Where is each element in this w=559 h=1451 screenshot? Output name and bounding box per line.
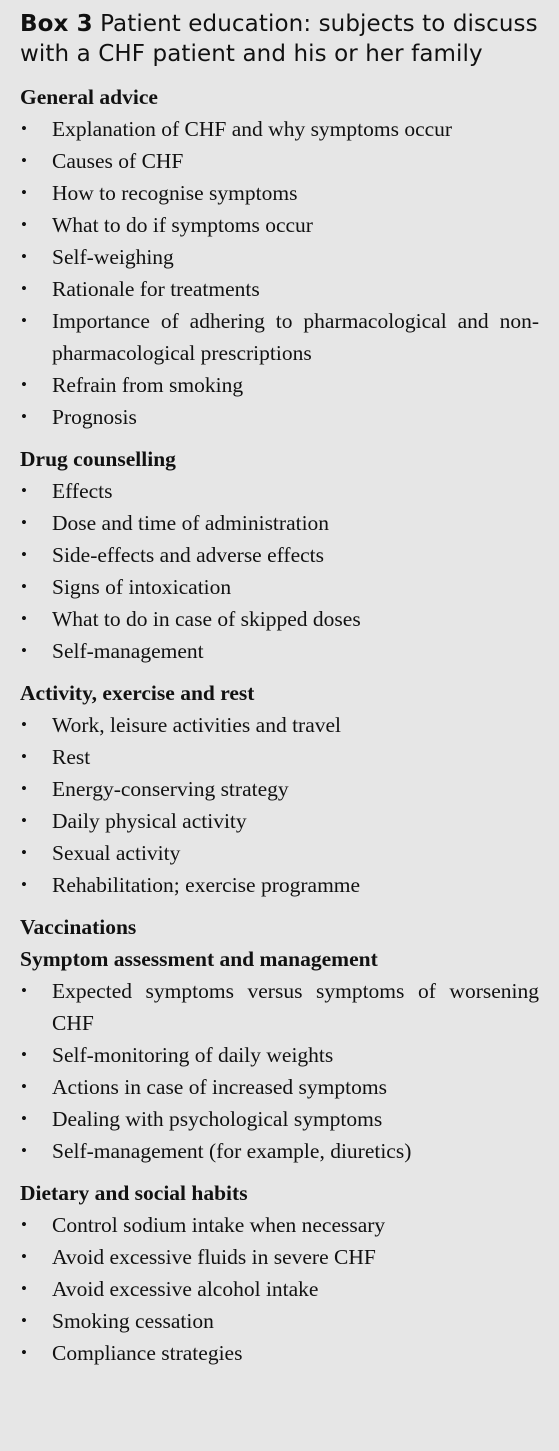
bullet-icon: • — [21, 151, 27, 170]
bullet-icon: • — [21, 1279, 27, 1298]
list-item — [20, 1273, 539, 1305]
list-item — [20, 837, 539, 869]
list-item — [20, 401, 539, 433]
list-item-text: Effects — [52, 479, 113, 503]
list-item-text: Actions in case of increased symptoms — [52, 1075, 387, 1099]
section-heading: Activity, exercise and rest — [20, 681, 255, 705]
list-item-text: Self-monitoring of daily weights — [52, 1043, 334, 1067]
list-item — [20, 369, 539, 401]
box-title-text: Patient education: subjects to discuss with a CHF patient and his or her family — [20, 11, 538, 67]
bullet-icon: • — [21, 513, 27, 532]
bullet-list — [20, 475, 539, 667]
bullet-icon: • — [21, 1247, 27, 1266]
bullet-icon: • — [21, 981, 27, 1000]
list-item-text: Sexual activity — [52, 841, 181, 865]
list-item — [20, 1209, 539, 1241]
list-item-text: Self-management (for example, diuretics) — [52, 1139, 412, 1163]
bullet-icon: • — [21, 641, 27, 660]
bullet-icon: • — [21, 1343, 27, 1362]
list-item-text: Self-weighing — [52, 245, 174, 269]
list-item-text: Importance of adhering to pharmacological and non-pharmacological prescriptions — [52, 309, 539, 365]
list-item-text: Explanation of CHF and why symptoms occur — [52, 117, 453, 141]
bullet-icon: • — [21, 407, 27, 426]
bullet-icon: • — [21, 609, 27, 628]
list-item — [20, 507, 539, 539]
bullet-icon: • — [21, 279, 27, 298]
list-item — [20, 869, 539, 901]
bullet-icon: • — [21, 843, 27, 862]
bullet-icon: • — [21, 545, 27, 564]
bullet-icon: • — [21, 811, 27, 830]
list-item — [20, 177, 539, 209]
list-item-text: Energy-conserving strategy — [52, 777, 289, 801]
list-item-text: What to do if symptoms occur — [52, 213, 313, 237]
list-item-text: Causes of CHF — [52, 149, 184, 173]
bullet-icon: • — [21, 577, 27, 596]
list-item — [20, 273, 539, 305]
list-item — [20, 805, 539, 837]
list-item-text: Refrain from smoking — [52, 373, 244, 397]
bullet-list — [20, 709, 539, 901]
bullet-icon: • — [21, 779, 27, 798]
list-item — [20, 773, 539, 805]
bullet-icon: • — [21, 1215, 27, 1234]
bullet-list — [20, 1209, 539, 1369]
list-item — [20, 475, 539, 507]
list-item — [20, 1039, 539, 1071]
list-item — [20, 1071, 539, 1103]
list-item-text: Signs of intoxication — [52, 575, 232, 599]
bullet-icon: • — [21, 247, 27, 266]
section — [20, 81, 539, 433]
list-item-text: Avoid excessive alcohol intake — [52, 1277, 319, 1301]
list-item — [20, 975, 539, 1039]
list-item — [20, 539, 539, 571]
list-item-text: Avoid excessive fluids in severe CHF — [52, 1245, 376, 1269]
list-item-text: Work, leisure activities and travel — [52, 713, 342, 737]
list-item-text: Dealing with psychological symptoms — [52, 1107, 383, 1131]
list-item-text: Prognosis — [52, 405, 137, 429]
bullet-list — [20, 975, 539, 1167]
list-item-text: Self-management — [52, 639, 204, 663]
section-heading: Dietary and social habits — [20, 1181, 248, 1205]
list-item-text: Daily physical activity — [52, 809, 247, 833]
list-item-text: Compliance strategies — [52, 1341, 243, 1365]
section — [20, 1177, 539, 1369]
list-item — [20, 571, 539, 603]
section-heading: Symptom assessment and management — [20, 947, 378, 971]
bullet-icon: • — [21, 1311, 27, 1330]
list-item — [20, 741, 539, 773]
list-item — [20, 113, 539, 145]
bullet-icon: • — [21, 715, 27, 734]
bullet-icon: • — [21, 183, 27, 202]
bullet-icon: • — [21, 375, 27, 394]
list-item-text: How to recognise symptoms — [52, 181, 298, 205]
list-item-text: Smoking cessation — [52, 1309, 214, 1333]
bullet-icon: • — [21, 747, 27, 766]
list-item — [20, 209, 539, 241]
bullet-list — [20, 113, 539, 433]
list-item — [20, 1135, 539, 1167]
list-item-text: Rehabilitation; exercise programme — [52, 873, 361, 897]
list-item — [20, 635, 539, 667]
list-item-text: Rest — [52, 745, 91, 769]
bullet-icon: • — [21, 215, 27, 234]
box-title — [20, 9, 539, 69]
sections-container — [20, 81, 539, 1369]
list-item-text: Control sodium intake when necessary — [52, 1213, 386, 1237]
list-item-text: Expected symptoms versus symptoms of worsening CHF — [52, 979, 539, 1035]
section-heading: Drug counselling — [20, 447, 176, 471]
list-item — [20, 145, 539, 177]
section — [20, 943, 539, 1167]
list-item-text: Side-effects and adverse effects — [52, 543, 325, 567]
bullet-icon: • — [21, 1045, 27, 1064]
section-heading: Vaccinations — [20, 915, 137, 939]
list-item — [20, 1305, 539, 1337]
list-item — [20, 305, 539, 369]
section-heading: General advice — [20, 85, 158, 109]
list-item-text: Rationale for treatments — [52, 277, 260, 301]
section — [20, 911, 539, 943]
list-item-text: Dose and time of administration — [52, 511, 330, 535]
section — [20, 677, 539, 901]
list-item — [20, 709, 539, 741]
bullet-icon: • — [21, 311, 27, 330]
list-item — [20, 603, 539, 635]
bullet-icon: • — [21, 119, 27, 138]
list-item — [20, 1337, 539, 1369]
list-item-text: What to do in case of skipped doses — [52, 607, 361, 631]
box-label: Box 3 — [20, 11, 93, 37]
section — [20, 443, 539, 667]
bullet-icon: • — [21, 1077, 27, 1096]
list-item — [20, 1103, 539, 1135]
bullet-icon: • — [21, 481, 27, 500]
list-item — [20, 241, 539, 273]
bullet-icon: • — [21, 1109, 27, 1128]
list-item — [20, 1241, 539, 1273]
bullet-icon: • — [21, 875, 27, 894]
bullet-icon: • — [21, 1141, 27, 1160]
